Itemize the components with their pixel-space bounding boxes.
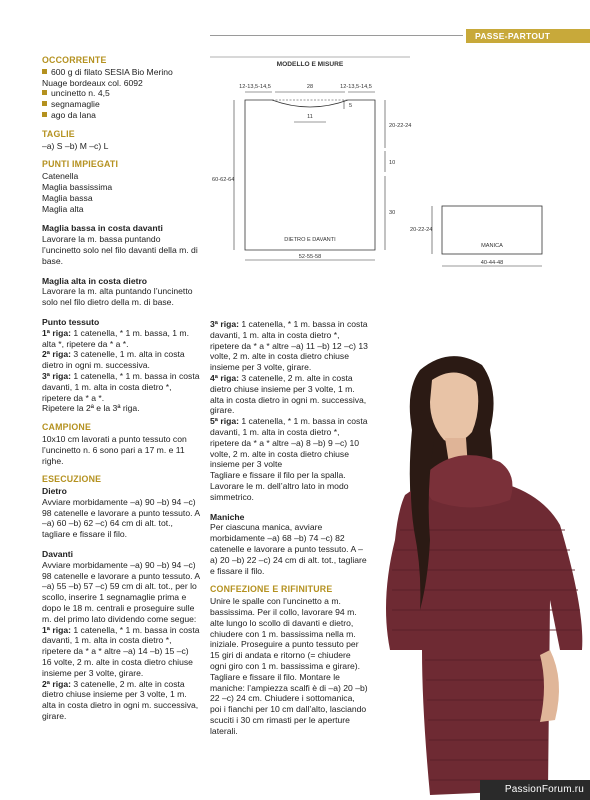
dim-top-right: 12-13,5-14,5: [340, 84, 372, 90]
dim-neck-width: 11: [307, 114, 313, 120]
material-item: segnamaglie: [42, 99, 200, 110]
mb-title: Maglia bassa in costa davanti: [42, 223, 163, 234]
davanti-title: Davanti: [42, 549, 74, 560]
dietro-title: Dietro: [42, 486, 67, 497]
material-item: ago da lana: [42, 110, 200, 121]
mb-text: Lavorare la m. bassa puntando l’uncinetto solo nel filo davanti della m. di base.: [42, 234, 198, 266]
davanti-row: 3ª riga: 1 catenella, * 1 m. bassa in costa davanti, 1 m. alta in costa dietro *, ripetere da * a * altre –a) 11 –b) 12 –c) 13 volte, 2 m. alte in costa dietro chiuse insieme per 3 volte, girare.: [210, 319, 368, 373]
bullet-square-icon: [42, 69, 47, 74]
dim-armhole-gap: 10: [389, 160, 396, 166]
body-label: DIETRO E DAVANTI: [284, 237, 336, 243]
ma-title: Maglia alta in costa dietro: [42, 275, 148, 286]
davanti-row: 2ª riga: 3 catenelle, 2 m. alte in costa dietro chiuse insieme per 3 volte, 1 m. alta in costa dietro in ogni m. successiva, girare.: [42, 678, 199, 722]
davanti-text: Avviare morbidamente –a) 90 –b) 94 –c) 98 catenelle e lavorare a punto tessuto. A –a) 55 –b) 57 –c) 59 cm di alt. tot., per lo scollo, inserire 1 segnamaglie prima e dopo le 18 m. centrali e proseguire sulle m. del primo lato dividendo come segue:: [42, 559, 200, 624]
dim-neck-depth: 5: [349, 103, 353, 109]
watermark-text: PassionForum.ru: [504, 784, 584, 795]
davanti-row: 4ª riga: 3 catenelle, 2 m. alte in costa dietro chiuse insieme per 3 volte, 1 m. alta in costa dietro in ogni m. successiva, girare.: [210, 372, 367, 416]
pt-row: 3ª riga: 1 catenella, * 1 m. bassa in costa davanti, 1 m. alta in costa dietro *, ripetere da * a *.: [42, 370, 200, 403]
davanti-row: 5ª riga: 1 catenella, * 1 m. bassa in costa davanti, 1 m. alta in costa dietro *, ripetere da * a * altre –a) 8 –b) 9 –c) 10 volte, 2 m. alte in costa dietro chiuse insieme per 3 volte: [210, 416, 368, 470]
body-outline: [245, 100, 375, 250]
pt-row: 1ª riga: 1 catenella, * 1 m. bassa, 1 m. alta *, ripetere da * a *.: [42, 327, 189, 349]
punti-heading: PUNTI IMPIEGATI: [42, 159, 119, 170]
dim-body-height: 60-62-64: [212, 177, 235, 183]
campione-heading: CAMPIONE: [42, 422, 92, 433]
punto-tessuto-title: Punto tessuto: [42, 316, 100, 327]
davanti-note: Lavorare le m. dell’altro lato in modo simmetrico.: [210, 480, 349, 502]
maniche-title: Maniche: [210, 511, 245, 522]
section-tab: PASSE-PARTOUT: [466, 29, 590, 43]
occorrente-heading: OCCORRENTE: [42, 55, 107, 65]
ma-text: Lavorare la m. alta puntando l’uncinetto solo nel filo dietro della m. di base.: [42, 286, 193, 308]
punto-item: Maglia bassissima: [42, 181, 113, 192]
punto-item: Catenella: [42, 171, 79, 182]
campione-text: 10x10 cm lavorati a punto tessuto con l’uncinetto n. 6 sono pari a 17 m. e 11 righe.: [42, 433, 187, 466]
model-photo: [350, 350, 590, 800]
pt-row: 2ª riga: 3 catenelle, 1 m. alta in costa dietro in ogni m. successiva.: [42, 349, 185, 371]
bullet-square-icon: [42, 112, 47, 117]
maniche-text: Per ciascuna manica, avviare morbidamente –a) 68 –b) 74 –c) 82 catenelle e lavorare a punto tessuto. A –a) 20 –b) 22 –c) 24 cm di alt. tot., tagliare e fissare il filo.: [210, 522, 367, 576]
bullet-square-icon: [42, 101, 47, 106]
pt-repeat: Ripetere la 2ª e la 3ª riga.: [42, 403, 140, 414]
column-left: [42, 55, 200, 722]
dim-top-left: 12-13,5-14,5: [239, 84, 271, 90]
dim-shoulder-drop: 20-22-24: [389, 123, 412, 129]
esecuzione-heading: ESECUZIONE: [42, 474, 102, 485]
bullet-square-icon: [42, 90, 47, 95]
dietro-text: Avviare morbidamente –a) 90 –b) 94 –c) 98 catenelle e lavorare a punto tessuto. A –a) 60 –b) 62 –c) 64 cm di alt. tot., tagliare e fissare il filo.: [42, 496, 200, 540]
sleeve-label: MANICA: [481, 243, 503, 249]
dim-top-mid: 28: [306, 84, 314, 90]
davanti-note: Tagliare e fissare il filo per la spalla.: [210, 470, 346, 481]
pattern-diagram: [210, 48, 582, 276]
dim-sleeve-height: 20-22-24: [410, 227, 433, 233]
material-item: 600 g di filato SESIA Bio Merino Nuage bordeaux col. 6092: [42, 66, 173, 88]
diagram-title: MODELLO E MISURE: [276, 61, 344, 68]
taglie-text: –a) S –b) M –c) L: [42, 140, 109, 151]
confezione-text: Unire le spalle con l’uncinetto a m. bassissima. Per il collo, lavorare 94 m. alte lungo lo scollo di davanti e dietro, chiudere con 1 m. bassissima nella m. iniziale. Proseguire a punto tessuto per 15 giri di andata e ritorno (= chiudere ogni giro con 1 m. bassissima e girare). Tagliare e fissare il filo. Montare le maniche: l’ampiezza scalfi è di –a) 20 –b) 22 –c) 24 cm. Chiudere i sottomanica, poi i fianchi per 10 cm dall’alto, lasciando scuciti i 30 cm rimasti per le aperture laterali.: [210, 596, 368, 736]
dim-sleeve-width: 40-44-48: [480, 260, 504, 266]
taglie-heading: TAGLIE: [42, 128, 75, 139]
dim-body-width: 52-55-58: [298, 254, 322, 260]
header-rule: [210, 35, 463, 36]
davanti-row: 1ª riga: 1 catenella, * 1 m. bassa in costa davanti, 1 m. alta in costa dietro *, ripetere da * a * altre –a) 14 –b) 15 –c) 16 volte, 2 m. alte in costa dietro chiuse insieme per 3 volte, girare.: [42, 624, 200, 678]
material-item: uncinetto n. 4,5: [42, 88, 200, 99]
dim-slit: 30: [389, 210, 396, 216]
column-middle: [210, 319, 368, 736]
confezione-heading: CONFEZIONE E RIFINITURE: [210, 584, 333, 595]
punto-item: Maglia bassa: [42, 192, 93, 203]
punto-item: Maglia alta: [42, 203, 84, 214]
